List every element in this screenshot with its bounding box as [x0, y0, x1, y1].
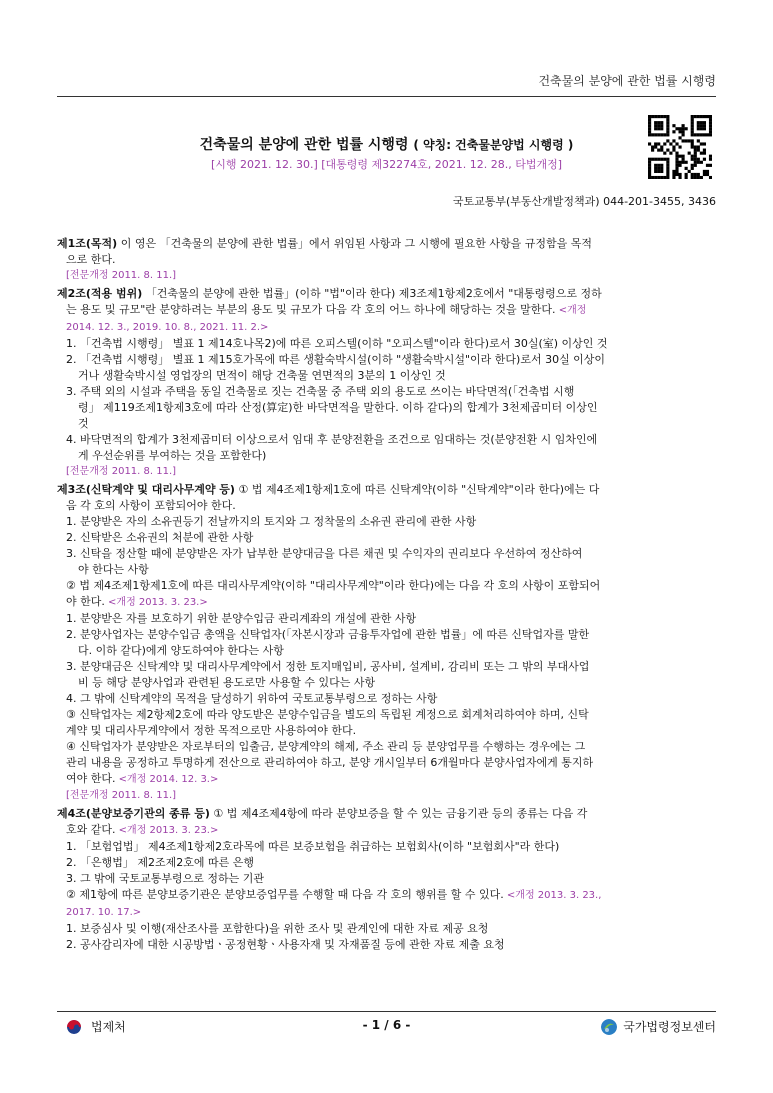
article-text: 여야 한다. — [66, 772, 116, 785]
article-text: 야 한다. — [66, 595, 105, 608]
article-text: 비 등 해당 분양사업과 관련된 용도로만 사용할 수 있다는 사항 — [78, 676, 376, 689]
article-text: 3. 신탁을 정산할 때에 분양받은 자가 납부한 분양대금을 다른 채권 및 수익자의 권리보다 우선하여 정산하여 — [66, 547, 583, 560]
article-line — [57, 643, 716, 659]
article-line — [57, 755, 716, 771]
article-text: 으로 한다. — [66, 253, 116, 266]
footer-right[interactable] — [601, 1018, 716, 1035]
article-line — [57, 416, 716, 432]
article-line — [57, 691, 716, 707]
article-line — [57, 530, 716, 546]
article-text: 호와 같다. — [66, 823, 116, 836]
article-text: 2. 「은행법」 제2조제2호에 따른 은행 — [66, 856, 254, 869]
article-line — [57, 739, 716, 755]
article-text: 3. 그 밖에 국토교통부령으로 정하는 기관 — [66, 872, 264, 885]
document-title — [57, 134, 716, 154]
amendment-note[interactable]: <개정 2013. 3. 23.> — [115, 825, 219, 836]
amendment-note[interactable]: <개정 — [555, 305, 587, 316]
article-line — [57, 887, 716, 904]
article-line — [57, 236, 716, 252]
article-line — [57, 611, 716, 627]
article-text: ④ 신탁업자가 분양받은 자로부터의 입출금, 분양계약의 해제, 주소 관리 등 분양업무를 수행하는 경우에는 그 — [66, 740, 586, 753]
article-line — [57, 659, 716, 675]
page-number: - 1 / 6 - — [362, 1018, 411, 1032]
article-text: 4. 그 밖에 신탁계약의 목적을 달성하기 위하여 국토교통부령으로 정하는 사항 — [66, 692, 438, 705]
article-line — [57, 336, 716, 352]
article-line — [57, 904, 716, 921]
article-text: 「건축물의 분양에 관한 법률」(이하 "법"이라 한다) 제3조제1항제2호에서 "대통령령으로 정하 — [142, 287, 602, 300]
article-text: 1. 분양받은 자의 소유권등기 전날까지의 토지와 그 정착물의 소유권 관리에 관한 사항 — [66, 515, 477, 528]
article-line — [57, 871, 716, 887]
article-line — [57, 627, 716, 643]
article-text: ① 법 제4조제1항제1호에 따른 신탁계약(이하 "신탁계약"이라 한다)에는 다 — [234, 483, 600, 496]
article-text: 다. 이하 같다)에게 양도하여야 한다는 사항 — [78, 644, 284, 657]
article-text: 4. 바닥면적의 합계가 3천제곱미터 이상으로서 임대 후 분양전환을 조건으로 임대하는 것(분양전환 시 임차인에 — [66, 433, 598, 446]
article-text: 계약 및 대리사무계약에서 정한 목적으로만 사용하여야 한다. — [66, 724, 357, 737]
article-text: 음 각 호의 사항이 포함되어야 한다. — [66, 499, 236, 512]
article-line — [57, 921, 716, 937]
article-text: ② 제1항에 따른 분양보증기관은 분양보증업무를 수행할 때 다음 각 호의 행위를 할 수 있다. — [66, 888, 504, 901]
history-note[interactable]: [전문개정 2011. 8. 11.] — [66, 270, 177, 281]
article-line — [57, 562, 716, 578]
article-text: 1. 보증심사 및 이행(재산조사를 포함한다)을 위한 조사 및 관계인에 대한 자료 제공 요청 — [66, 922, 489, 935]
article-line — [57, 319, 716, 336]
article-line — [57, 384, 716, 400]
enforcement-info[interactable]: [시행 2021. 12. 30.] [대통령령 제32274호, 2021. 12. 28., 타법개정] — [210, 158, 563, 171]
law-center-logo-icon — [601, 1019, 617, 1035]
amendment-note[interactable]: 2014. 12. 3., 2019. 10. 8., 2021. 11. 2.> — [66, 322, 269, 333]
page-footer — [57, 1018, 716, 1038]
article-line — [57, 448, 716, 464]
article-line — [57, 707, 716, 723]
article-heading[interactable]: 제2조(적용 범위) — [57, 287, 143, 300]
article-line — [57, 806, 716, 822]
article-heading[interactable]: 제3조(신탁계약 및 대리사무계약 등) — [57, 483, 235, 496]
running-header: 건축물의 분양에 관한 법률 시행령 — [538, 74, 716, 88]
article-text: 거나 생활숙박시설 영업장의 면적이 해당 건축물 연면적의 3분의 1 이상인 것 — [78, 369, 446, 382]
article-text: 3. 주택 외의 시설과 주택을 동일 건축물로 짓는 건축물 중 주택 외의 용도로 쓰이는 바닥면적(「건축법 시행 — [66, 385, 575, 398]
article-text: 2. 신탁받은 소유권의 처분에 관한 사항 — [66, 531, 254, 544]
article-line — [57, 368, 716, 384]
article-text: 1. 분양받은 자를 보호하기 위한 분양수입금 관리계좌의 개설에 관한 사항 — [66, 612, 417, 625]
article-text: ② 법 제4조제1항제1호에 따른 대리사무계약(이하 "대리사무계약"이라 한다)에는 다음 각 호의 사항이 포함되어 — [66, 579, 601, 592]
article-line — [57, 400, 716, 416]
article-text: 2. 공사감리자에 대한 시공방법ㆍ공정현황ㆍ사용자재 및 자재품질 등에 관한 자료 제출 요청 — [66, 938, 505, 951]
article-line — [57, 302, 716, 319]
article-line — [57, 771, 716, 788]
article-text: 이 영은 「건축물의 분양에 관한 법률」에서 위임된 사항과 그 시행에 필요한 사항을 규정함을 목적 — [117, 237, 592, 250]
amendment-note[interactable]: 2017. 10. 17.> — [66, 907, 142, 918]
article-line — [57, 482, 716, 498]
article-line — [57, 286, 716, 302]
article-text: 는 용도 및 규모"란 분양하려는 부분의 용도 및 규모가 다음 각 호의 어느 하나에 해당하는 것을 말한다. — [66, 303, 556, 316]
article-text: ① 법 제4조제4항에 따라 분양보증을 할 수 있는 금융기관 등의 종류는 다음 각 — [209, 807, 588, 820]
article-line — [57, 675, 716, 691]
article-heading[interactable]: 제4조(분양보증기관의 종류 등) — [57, 807, 210, 820]
article-text: 1. 「보험업법」 제4조제1항제2호라목에 따른 보증보험을 취급하는 보험회사(이하 "보험회사"라 한다) — [66, 840, 560, 853]
history-note[interactable]: [전문개정 2011. 8. 11.] — [66, 790, 177, 801]
article-line — [57, 839, 716, 855]
title-main: 건축물의 분양에 관한 법률 시행령 — [199, 137, 409, 153]
article-line — [57, 855, 716, 871]
article-text: 야 한다는 사항 — [78, 563, 149, 576]
article-text: 령」 제119조제1항제3호에 따라 산정(算定)한 바닥면적을 말한다. 이하 같다)의 합계가 3천제곱미터 이상인 — [78, 401, 598, 414]
article-line — [57, 514, 716, 530]
footer-divider — [57, 1011, 716, 1012]
footer-right-label: 국가법령정보센터 — [623, 1020, 716, 1034]
article-line — [57, 578, 716, 594]
article-line — [57, 822, 716, 839]
article-text: 2. 분양사업자는 분양수입금 총액을 신탁업자(「자본시장과 금융투자업에 관한 법률」에 따른 신탁업자를 말한 — [66, 628, 590, 641]
article-text: 게 우선순위를 부여하는 것을 포함한다) — [78, 449, 267, 462]
article-text: ③ 신탁업자는 제2항제2호에 따라 양도받은 분양수입금을 별도의 독립된 계정으로 회계처리하여야 하며, 신탁 — [66, 708, 589, 721]
article-line — [57, 352, 716, 368]
header-divider — [57, 96, 716, 97]
article-line — [57, 252, 716, 268]
history-note[interactable]: [전문개정 2011. 8. 11.] — [66, 466, 177, 477]
article-4 — [57, 806, 716, 953]
article-text: 3. 분양대금은 신탁계약 및 대리사무계약에서 정한 토지매입비, 공사비, 설계비, 감리비 또는 그 밖의 부대사업 — [66, 660, 590, 673]
article-text: 2. 「건축법 시행령」 별표 1 제15호가목에 따른 생활숙박시설(이하 "생활숙박시설"이라 한다)로서 30실 이상이 — [66, 353, 606, 366]
article-line — [57, 432, 716, 448]
article-heading[interactable]: 제1조(목적) — [57, 237, 118, 250]
article-line — [57, 498, 716, 514]
article-text: 관리 내용을 공정하고 투명하게 전산으로 관리하여야 하고, 분양 개시일부터 6개월마다 분양사업자에게 통지하 — [66, 756, 594, 769]
amendment-note[interactable]: <개정 2014. 12. 3.> — [115, 774, 219, 785]
article-line — [57, 546, 716, 562]
article-text: 1. 「건축법 시행령」 별표 1 제14호나목2)에 따른 오피스텔(이하 "오피스텔"이라 한다)로서 30실(室) 이상인 것 — [66, 337, 608, 350]
footer-left-label: 법제처 — [91, 1020, 126, 1034]
article-3 — [57, 482, 716, 804]
amendment-note[interactable]: <개정 2013. 3. 23., — [503, 890, 602, 901]
article-2 — [57, 286, 716, 480]
qr-code-icon — [648, 115, 712, 179]
document-body — [57, 236, 716, 955]
article-text: 것 — [78, 417, 89, 430]
article-line — [57, 723, 716, 739]
ministry-contact: 국토교통부(부동산개발정책과) 044-201-3455, 3436 — [452, 195, 716, 208]
article-1 — [57, 236, 716, 284]
article-line — [57, 937, 716, 953]
article-line — [57, 594, 716, 611]
title-abbreviation: ( 약칭: 건축물분양법 시행령 ) — [413, 138, 574, 152]
amendment-note[interactable]: <개정 2013. 3. 23.> — [104, 597, 208, 608]
